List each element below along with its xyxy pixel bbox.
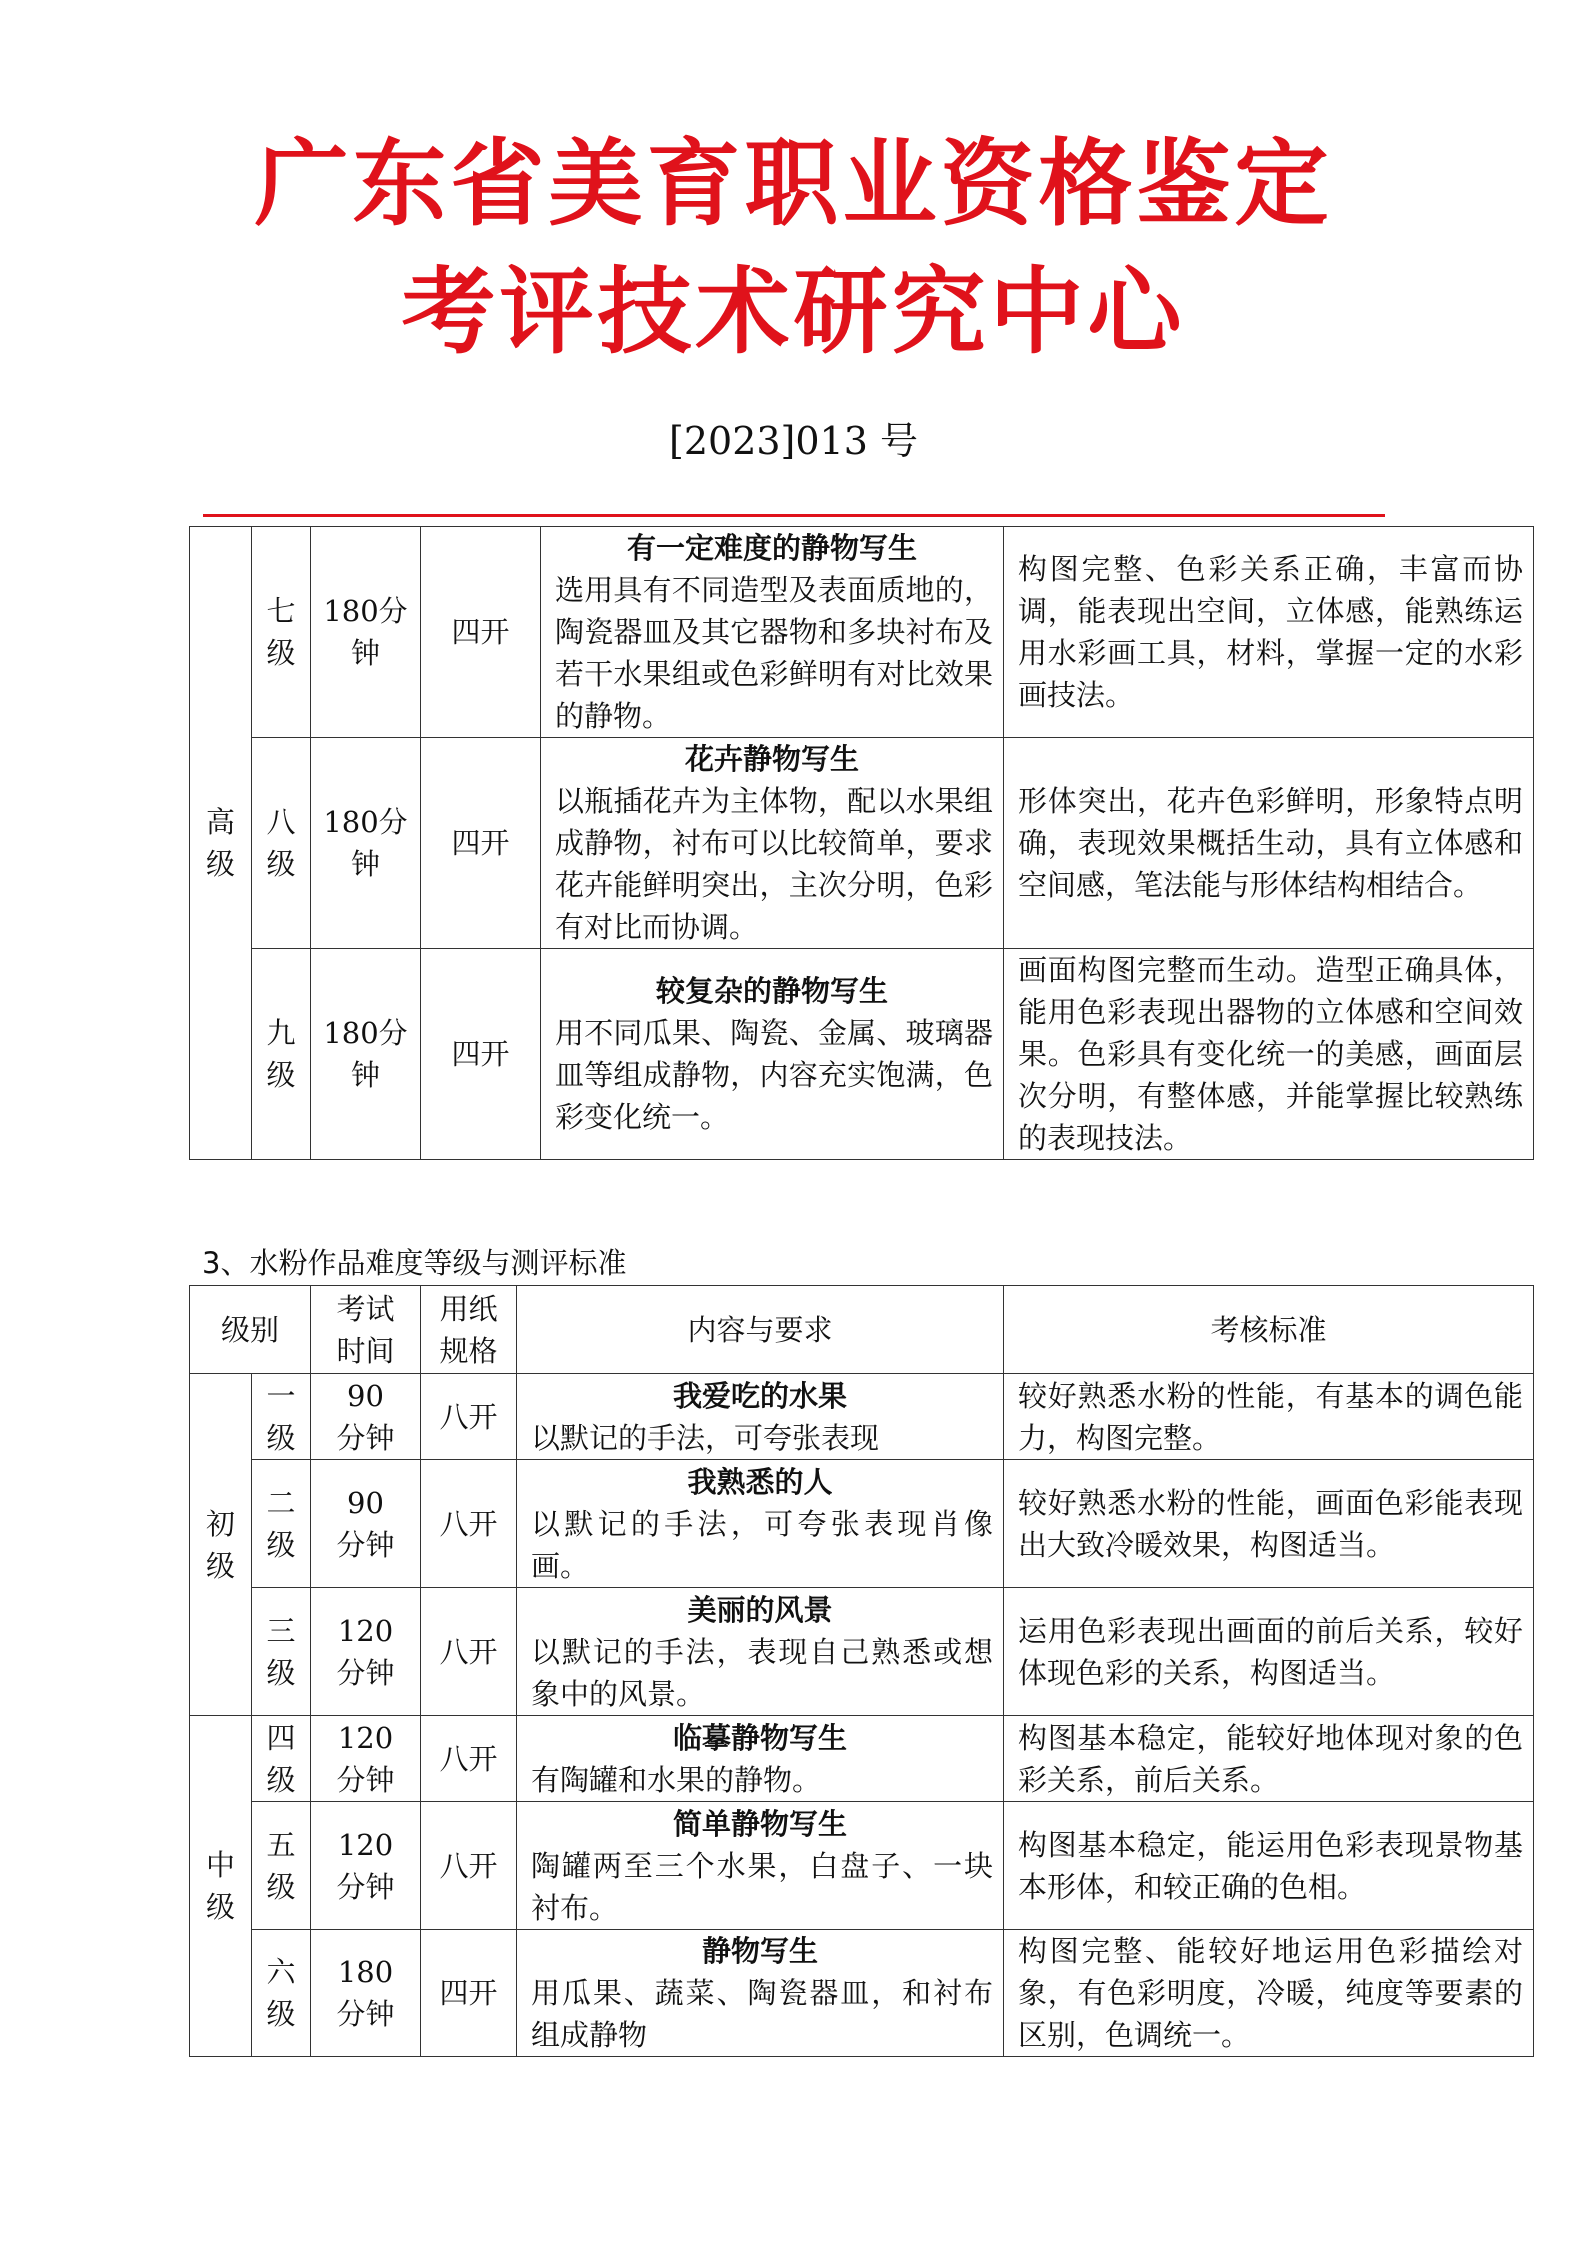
standard-cell: 构图完整、色彩关系正确，丰富而协调，能表现出空间，立体感，能熟练运用水彩画工具，材料，掌握一定的水彩画技法。 (1004, 527, 1534, 738)
section-heading: 3、水粉作品难度等级与测评标准 (202, 1246, 627, 1280)
level-cell: 六级 (252, 1930, 311, 2057)
content-title: 临摹静物写生 (673, 1720, 848, 1755)
content-title: 简单静物写生 (673, 1806, 848, 1841)
header-paper: 用纸规格 (421, 1286, 517, 1374)
time-cell: 180分钟 (311, 738, 421, 949)
time-cell: 120分钟 (311, 1716, 421, 1802)
content-desc: 以默记的手法，可夸张表现 (531, 1420, 880, 1455)
standard-cell: 画面构图完整而生动。造型正确具体，能用色彩表现出器物的立体感和空间效果。色彩具有变化统一的美感，画面层次分明，有整体感，并能掌握比较熟练的表现技法。 (1004, 949, 1534, 1160)
paper-cell: 八开 (421, 1802, 517, 1930)
document-number: [2023]013 号 (669, 419, 918, 463)
table-row (190, 527, 1534, 738)
table-row (190, 1588, 1534, 1716)
table-row (190, 738, 1534, 949)
level-cell: 九级 (252, 949, 311, 1160)
content-desc: 用瓜果、蔬菜、陶瓷器皿，和衬布组成静物 (531, 1976, 994, 2052)
table-row (190, 1460, 1534, 1588)
content-cell (541, 527, 1004, 738)
table-header-row (190, 1286, 1534, 1374)
paper-cell: 四开 (421, 1930, 517, 2057)
group-cell: 中级 (190, 1716, 252, 2057)
content-cell (541, 738, 1004, 949)
content-desc: 有陶罐和水果的静物。 (531, 1762, 822, 1797)
content-desc: 选用具有不同造型及表面质地的，陶瓷器皿及其它器物和多块衬布及若干水果组或色彩鲜明有对比效果的静物。 (555, 573, 993, 733)
table-row (190, 1930, 1534, 2057)
content-desc: 用不同瓜果、陶瓷、金属、玻璃器皿等组成静物，内容充实饱满，色彩变化统一。 (555, 1016, 993, 1134)
paper-cell: 八开 (421, 1460, 517, 1588)
time-cell: 90分钟 (311, 1460, 421, 1588)
paper-cell: 八开 (421, 1374, 517, 1460)
table-row (190, 1802, 1534, 1930)
time-cell: 120分钟 (311, 1588, 421, 1716)
standard-cell: 构图基本稳定，能较好地体现对象的色彩关系，前后关系。 (1004, 1716, 1534, 1802)
standard-cell: 较好熟悉水粉的性能，有基本的调色能力，构图完整。 (1004, 1374, 1534, 1460)
level-cell: 三级 (252, 1588, 311, 1716)
table-row (190, 1374, 1534, 1460)
paper-cell: 四开 (421, 527, 541, 738)
standard-cell: 形体突出，花卉色彩鲜明，形象特点明确，表现效果概括生动，具有立体感和空间感，笔法能与形体结构相结合。 (1004, 738, 1534, 949)
content-desc: 以默记的手法，表现自己熟悉或想象中的风景。 (531, 1634, 994, 1711)
standard-cell: 构图完整、能较好地运用色彩描绘对象，有色彩明度，冷暖，纯度等要素的区别，色调统一。 (1004, 1930, 1534, 2057)
watercolor-advanced-table (189, 526, 1534, 1160)
table-row (190, 1716, 1534, 1802)
header-standard: 考核标准 (1004, 1286, 1534, 1374)
content-cell (517, 1588, 1004, 1716)
paper-cell: 八开 (421, 1716, 517, 1802)
content-desc: 以瓶插花卉为主体物，配以水果组成静物，衬布可以比较简单，要求花卉能鲜明突出，主次分明，色彩有对比而协调。 (555, 784, 993, 944)
content-title: 美丽的风景 (687, 1592, 833, 1627)
time-cell: 120分钟 (311, 1802, 421, 1930)
content-desc: 以默记的手法，可夸张表现肖像画。 (531, 1506, 994, 1583)
level-cell: 一级 (252, 1374, 311, 1460)
standard-cell: 运用色彩表现出画面的前后关系，较好体现色彩的关系，构图适当。 (1004, 1588, 1534, 1716)
content-title: 花卉静物写生 (684, 742, 859, 776)
level-cell: 四级 (252, 1716, 311, 1802)
content-title: 有一定难度的静物写生 (626, 531, 917, 565)
level-cell: 七级 (252, 527, 311, 738)
time-cell: 90分钟 (311, 1374, 421, 1460)
standard-cell: 构图基本稳定，能运用色彩表现景物基本形体，和较正确的色相。 (1004, 1802, 1534, 1930)
standard-cell: 较好熟悉水粉的性能，画面色彩能表现出大致冷暖效果，构图适当。 (1004, 1460, 1534, 1588)
content-cell (517, 1930, 1004, 2057)
paper-cell: 四开 (421, 738, 541, 949)
paper-cell: 四开 (421, 949, 541, 1160)
content-title: 我爱吃的水果 (673, 1378, 848, 1413)
content-title: 较复杂的静物写生 (655, 974, 888, 1008)
group-cell: 高级 (190, 527, 252, 1160)
content-title: 静物写生 (702, 1934, 819, 1968)
gouache-level-table (189, 1285, 1534, 2057)
content-cell (517, 1460, 1004, 1588)
level-cell: 八级 (252, 738, 311, 949)
time-cell: 180分钟 (311, 949, 421, 1160)
org-title-line1: 广东省美育职业资格鉴定 (254, 130, 1333, 239)
header-content: 内容与要求 (517, 1286, 1004, 1374)
content-cell (517, 1374, 1004, 1460)
level-cell: 五级 (252, 1802, 311, 1930)
content-cell (517, 1802, 1004, 1930)
content-cell (541, 949, 1004, 1160)
content-cell (517, 1716, 1004, 1802)
time-cell: 180分钟 (311, 1930, 421, 2057)
header-level: 级别 (190, 1286, 311, 1374)
header-time: 考试时间 (311, 1286, 421, 1374)
group-cell: 初级 (190, 1374, 252, 1716)
time-cell: 180分钟 (311, 527, 421, 738)
org-title-line2: 考评技术研究中心 (401, 258, 1186, 367)
content-desc: 陶罐两至三个水果，白盘子、一块衬布。 (531, 1848, 994, 1925)
red-divider (203, 514, 1385, 517)
content-title: 我熟悉的人 (687, 1464, 833, 1499)
paper-cell: 八开 (421, 1588, 517, 1716)
table-row (190, 949, 1534, 1160)
level-cell: 二级 (252, 1460, 311, 1588)
